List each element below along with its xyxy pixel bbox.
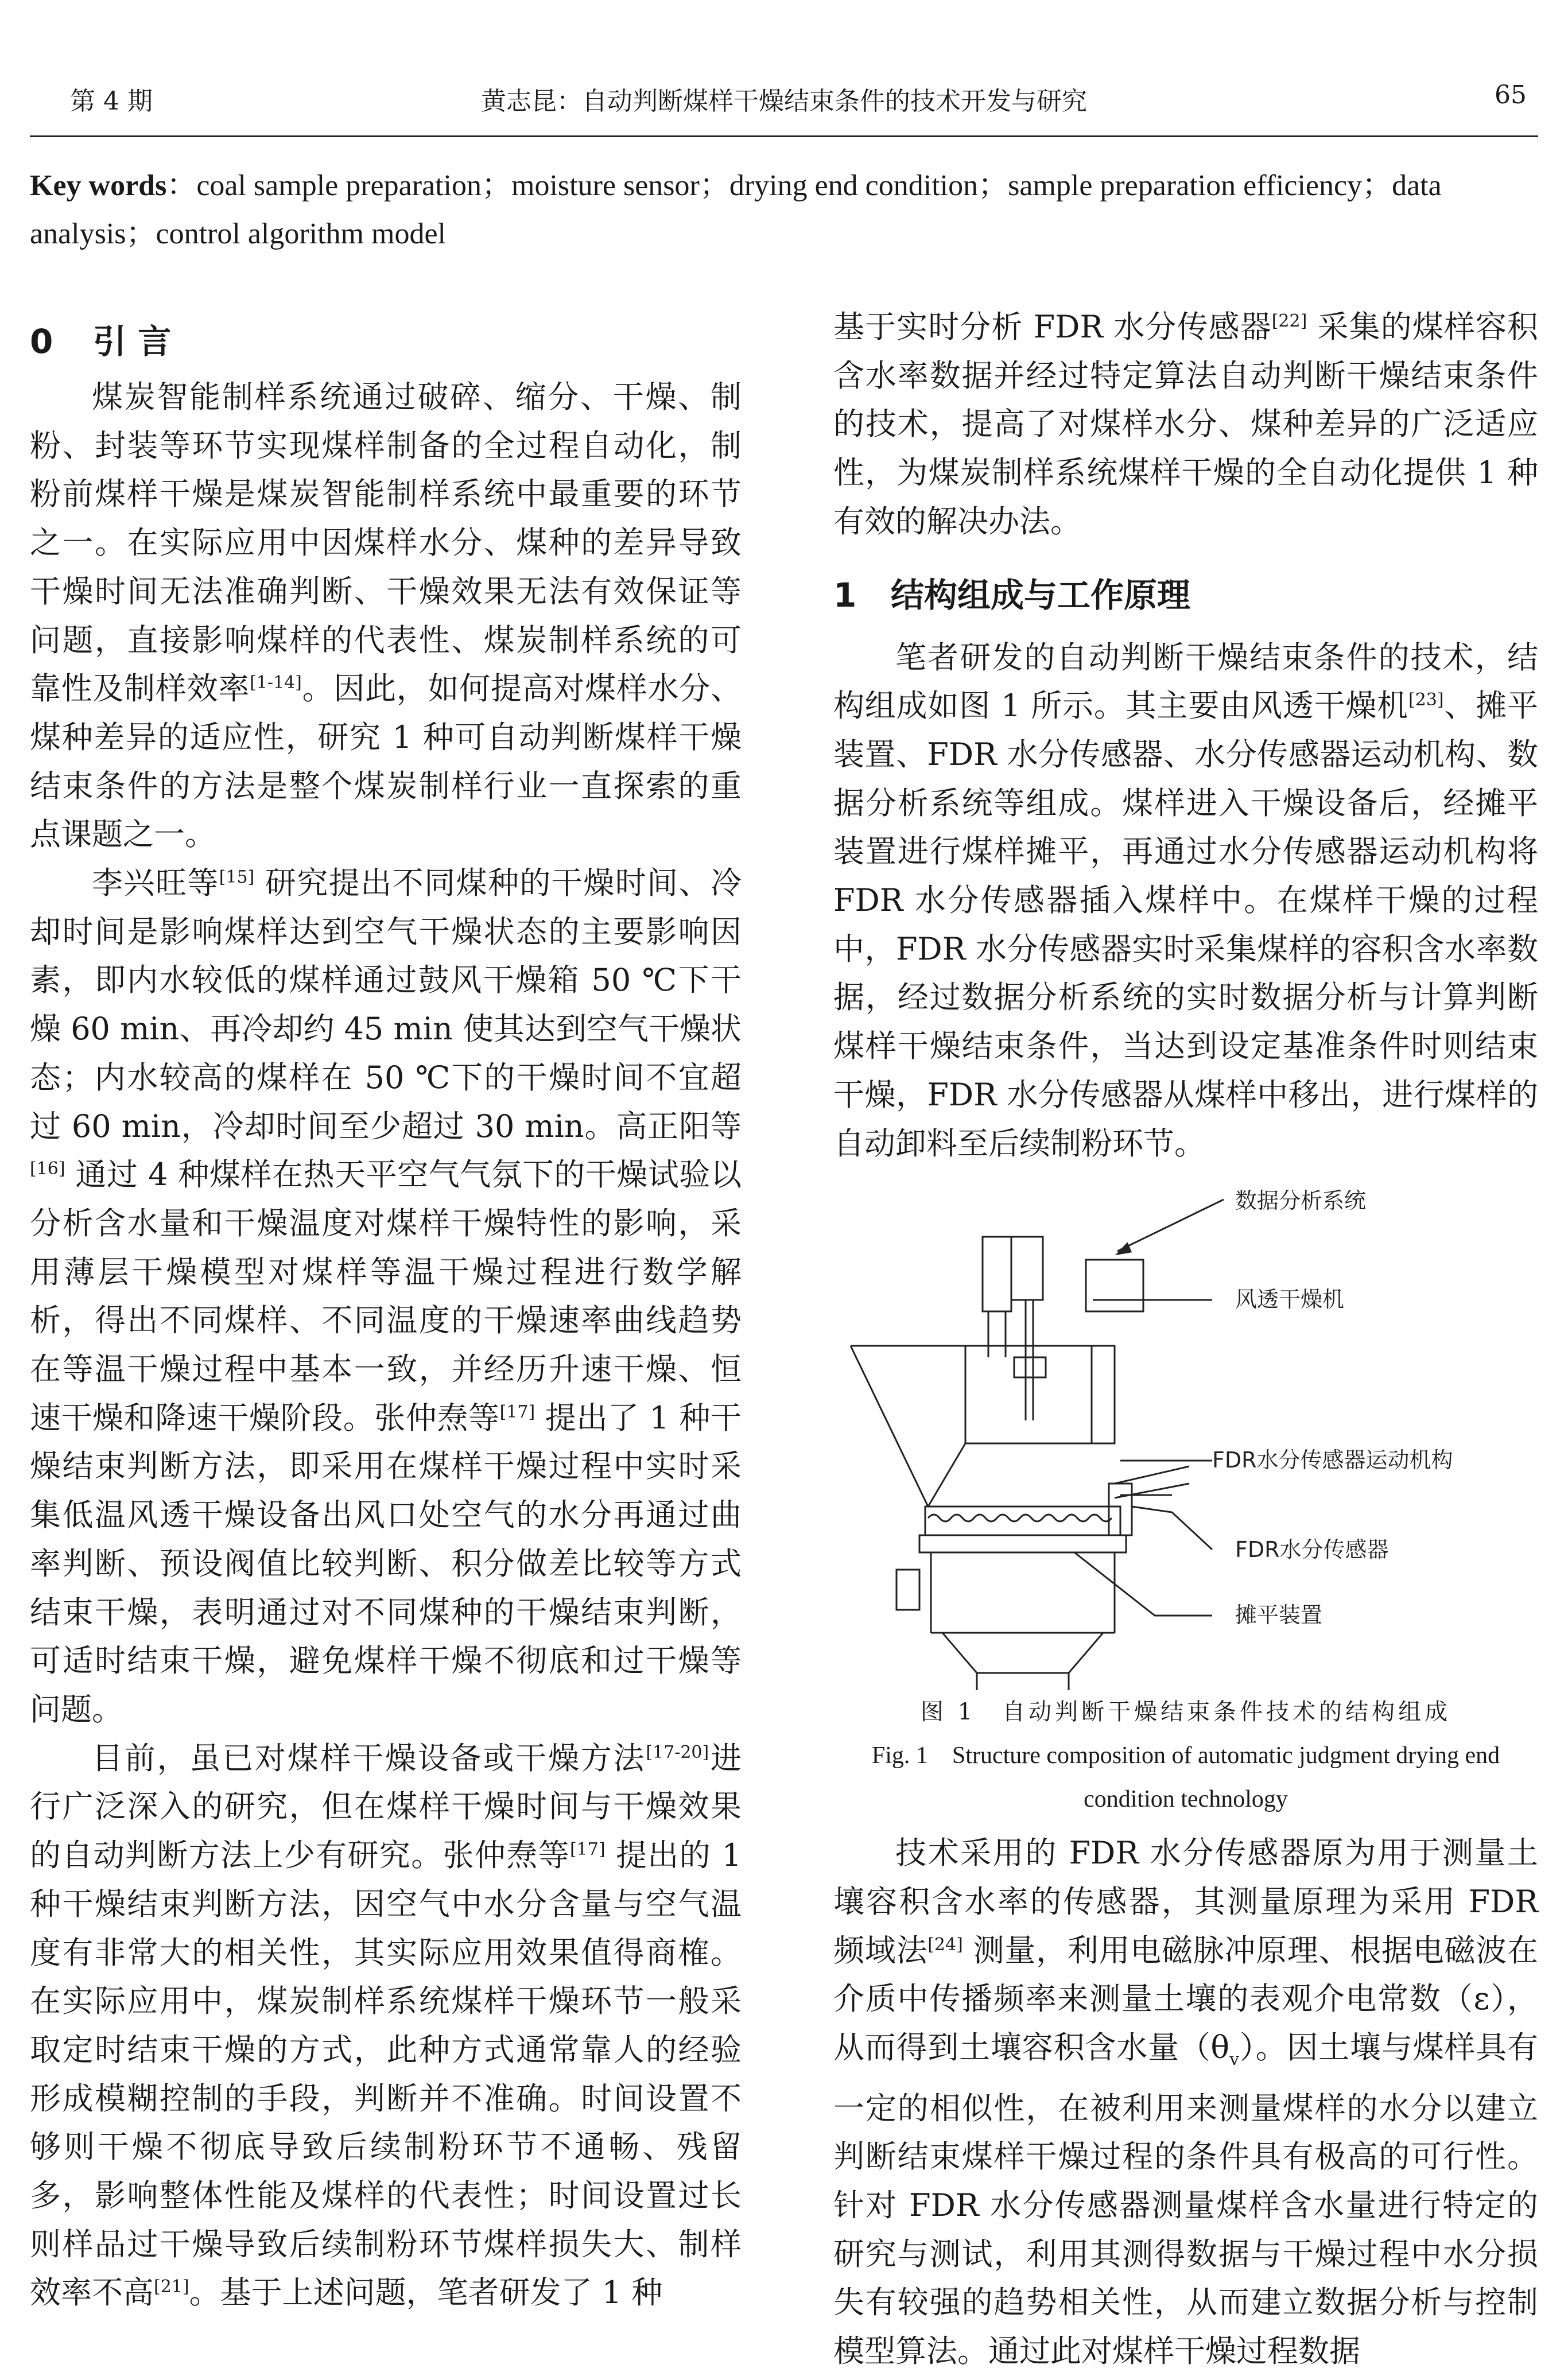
text: 、摊平装置、FDR 水分传感器、水分传感器运动机构、数据分析系统等组成。煤样进入干燥设备后，经摊平装置进行煤样摊平，再通过水分传感器运动机构将 FDR 水分传感器插入煤样中。在煤样干燥的过程中，FDR 水分传感器实时采集煤样的容积含水率数据，经过数据分析系统的实时数据分析与计算判断煤样干燥结束条件，当达到设定基准条件时则结束干燥，FDR 水分传感器从煤样中移出，进行煤样的自动卸料至后续制粉环节。 [833, 688, 1539, 1162]
text: 煤炭智能制样系统通过破碎、缩分、干燥、制粉、封装等环节实现煤样制备的全过程自动化，制粉前煤样干燥是煤炭智能制样系统中最重要的环节之一。在实际应用中因煤样水分、煤种的差异导致干燥时间无法准确判断、干燥效果无法有效保证等问题，直接影响煤样的代表性、煤炭制样系统的可靠性及制样效率 [30, 379, 742, 707]
text: 测量，利用电磁脉冲原理、根据电磁波在介质中传播频率来测量土壤的表观介电常数（ε），从而得到土壤容积含水量（θ [833, 1932, 1539, 2066]
right-column [833, 303, 1538, 2376]
label-mechanism: FDR水分传感器运动机构 [1212, 1447, 1453, 1473]
citation: [1-14] [250, 673, 302, 693]
label-sensor: FDR水分传感器 [1235, 1537, 1389, 1563]
section-title: 引 言 [93, 322, 172, 361]
section-title: 结构组成与工作原理 [891, 575, 1191, 615]
text: 研究提出不同煤种的干燥时间、冷却时间是影响煤样达到空气干燥状态的主要影响因素，即内水较低的煤样通过鼓风干燥箱 50 ℃下干燥 60 min、再冷却约 45 min 使其达到空气干燥状态；内水较高的煤样在 50 ℃下的干燥时间不宜超过 60 min，冷却时间至少超过 30 min。高正阳等 [30, 865, 742, 1144]
journal-issue: 第 4 期 [70, 87, 153, 116]
drum-top [925, 1507, 1120, 1535]
citation: [21] [154, 2277, 189, 2297]
text: 。基于上述问题，笔者研发了 1 种 [189, 2274, 663, 2311]
citation: [24] [927, 1934, 963, 1955]
figure-caption-en: Fig. 1 Structure composition of automatic judgment drying end condition technology [871, 1742, 1500, 1813]
citation: [22] [1271, 311, 1307, 331]
paragraph [30, 859, 742, 1734]
text: 通过 4 种煤样在热天平空气气氛下的干燥试验以分析含水量和干燥温度对煤样干燥特性的影响，采用薄层干燥模型对煤样等温干燥过程进行数学解析，得出不同煤样、不同温度的干燥速率曲线趋势在等温干燥过程中基本一致，并经历升速干燥、恒速干燥和降速干燥阶段。张仲焘等 [30, 1156, 742, 1436]
running-title: 黄志昆：自动判断煤样干燥结束条件的技术开发与研究 [481, 87, 1087, 116]
hopper [851, 1346, 965, 1507]
citation: [17] [569, 1839, 606, 1860]
text: 提出了 1 种干燥结束判断方法，即采用在煤样干燥过程中实时采集低温风透干燥设备出风口处空气的水分再通过曲率判断、预设阀值比较判断、积分做差比较等方式结束干燥，表明通过对不同煤种的干燥结束判断，可适时结束干燥，避免煤样干燥不彻底和过干燥等问题。 [30, 1399, 742, 1727]
text: 笔者研发的自动判断干燥结束条件的技术，结构组成如图 1 所示。其主要由风透干燥机 [833, 639, 1538, 724]
left-column [30, 310, 742, 2317]
figure-caption-cn: 图 1 自动判断干燥结束条件技术的结构组成 [920, 1699, 1451, 1726]
label-dryer: 风透干燥机 [1235, 1287, 1345, 1313]
section-heading-structure [833, 564, 1538, 627]
paragraph [833, 303, 1538, 546]
citation: [16] [30, 1159, 65, 1179]
text: ）。因土壤与煤样具有一定的相似性，在被利用来测量煤样的水分以建立判断结束煤样干燥过程的条件具有极高的可行性。针对 FDR 水分传感器测量煤样含水量进行特定的研究与测试，利用其测得数据与干燥过程中水分损失有较强的趋势相关性，从而建立数据分析与控制模型算法。通过此对煤样干燥过程数据 [833, 2029, 1538, 2370]
keywords [30, 162, 1538, 258]
citation: [15] [219, 867, 255, 888]
text: 采集的煤样容积含水率数据并经过特定算法自动判断干燥结束条件的技术，提高了对煤样水分、煤种差异的广泛适应性，为煤炭制样系统煤样干燥的全自动化提供 1 种有效的解决办法。 [833, 309, 1538, 539]
section-heading-intro [30, 310, 742, 373]
text: 基于实时分析 FDR 水分传感器 [833, 309, 1272, 345]
keywords-text: ：coal sample preparation；moisture sensor；drying end condition；sample preparation efficiency；data analysis；control algorithm model [30, 169, 1442, 250]
structure-diagram [833, 1174, 1538, 1690]
motor [983, 1237, 1011, 1311]
text: 李兴旺等 [92, 865, 219, 902]
paragraph [30, 373, 742, 859]
citation: [17] [499, 1401, 535, 1422]
text: 目前，虽已对煤样干燥设备或干燥方法 [92, 1740, 646, 1776]
header-rule [30, 135, 1538, 137]
paragraph [30, 1734, 742, 2317]
citation: [17-20] [646, 1742, 709, 1762]
keywords-label: Key words [30, 169, 167, 202]
text: 技术采用的 FDR 水分传感器原为用于测量土壤容积含水率的传感器，其测量原理为采用 FDR 频域法 [833, 1835, 1538, 1969]
data-analysis-box [1086, 1260, 1143, 1311]
text: 提出的 1 种干燥结束判断方法，因空气中水分含量与空气温度有非常大的相关性，其实际应用效果值得商榷。在实际应用中，煤炭制样系统煤样干燥环节一般采取定时结束干燥的方式，此种方式通常靠人的经验形成模糊控制的手段，判断并不准确。时间设置不够则干燥不彻底导致后续制粉环节不通畅、残留多，影响整体性能及煤样的代表性；时间设置过长则样品过干燥导致后续制粉环节煤样损失大、制样效率不高 [30, 1837, 742, 2311]
page-number: 65 [1495, 80, 1527, 110]
citation: [23] [1408, 690, 1444, 711]
text: 进行广泛深入的研究，但在煤样干燥时间与干燥效果的自动判断方法上少有研究。张仲焘等 [30, 1740, 742, 1874]
paragraph [833, 1829, 1538, 2376]
label-data-analysis: 数据分析系统 [1235, 1188, 1367, 1214]
text: 。因此，如何提高对煤样水分、煤种差异的适应性，研究 1 种可自动判断煤样干燥结束条件的方法是整个煤炭制样行业一直探索的重点课题之一。 [30, 670, 742, 853]
figure-1 [833, 1174, 1538, 1690]
subscript: v [1229, 2049, 1240, 2070]
section-number: 1 [833, 575, 857, 615]
section-number: 0 [30, 322, 53, 361]
paragraph [833, 634, 1538, 1168]
label-leveler: 摊平装置 [1235, 1602, 1323, 1628]
